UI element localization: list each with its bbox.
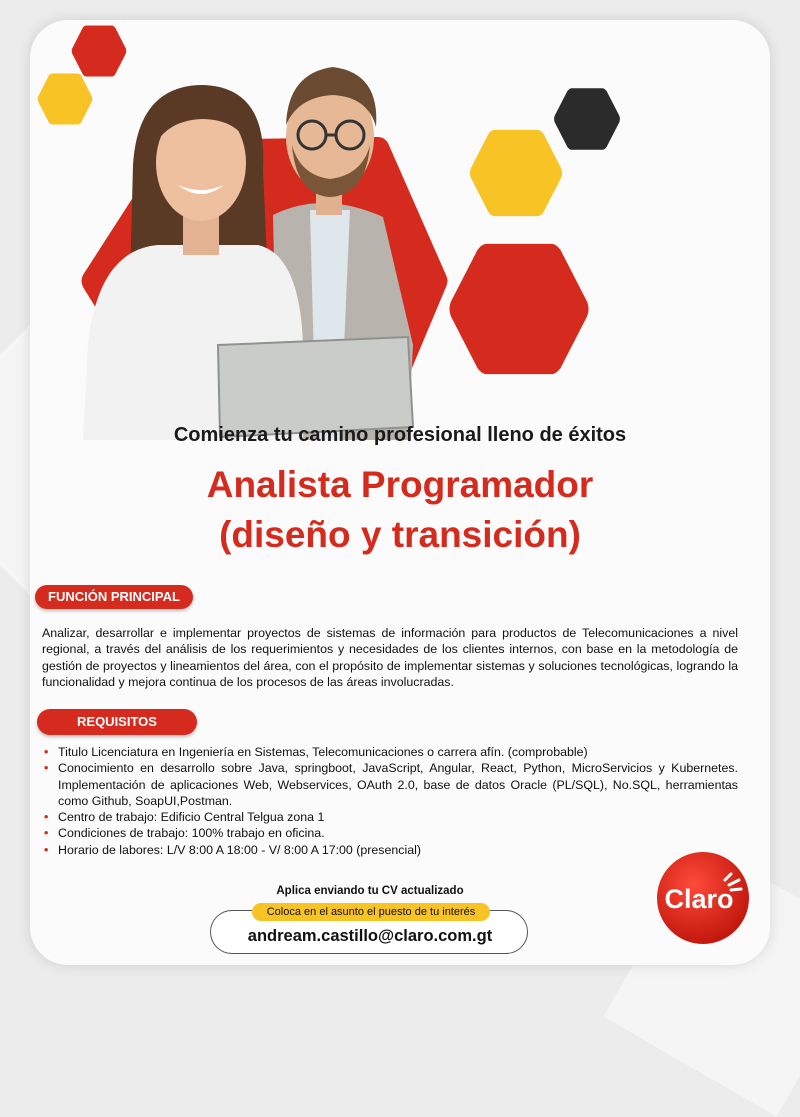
funcion-principal-text: Analizar, desarrollar e implementar proyectos de sistemas de información para productos de Telecomunicaciones a nivel regional, a través del análisis de los requerimientos y necesidades de los clientes internos, con base en la metodología de gestión de proyectos y lineamientos del área, con el propósito de implementar sistemas y soluciones tecnológicas, logrando la funcionalidad y mejora continua de los procesos de las áreas involucradas. — [42, 626, 738, 689]
requisitos-list — [42, 744, 738, 858]
red-hexagon-large — [440, 235, 598, 383]
hero-photo-people — [78, 45, 453, 450]
requisito-item: • Condiciones de trabajo: 100% trabajo en oficina. — [42, 825, 738, 841]
job-title-line-2: (diseño y transición) — [219, 514, 581, 555]
requisito-item: • Titulo Licenciatura en Ingeniería en Sistemas, Telecomunicaciones o carrera afín. (comprobable) — [42, 744, 738, 760]
job-title — [30, 460, 770, 560]
subject-hint-badge: Coloca en el asunto el puesto de tu interés — [252, 903, 490, 921]
requisito-item: • Conocimiento en desarrollo sobre Java, springboot, JavaScript, Angular, React, Python, MicroServicios y Kubernetes. Implementación de aplicaciones Web, Webservices, OAuth 2.0, base de datos Oracle (PL/SQL), No.SQL, herramientas como Github, SoapUI,Postman. — [42, 760, 738, 809]
funcion-principal-badge: FUNCIÓN PRINCIPAL — [35, 585, 193, 609]
yellow-hexagon-large — [462, 124, 570, 222]
claro-logo-icon — [655, 850, 751, 946]
contact-email[interactable]: andream.castillo@claro.com.gt — [247, 927, 493, 945]
job-posting-card — [30, 20, 770, 965]
requisitos-badge: REQUISITOS — [37, 709, 197, 735]
apply-instructions: Aplica enviando tu CV actualizado — [276, 885, 464, 897]
claro-logo-wordmark: Claro — [664, 884, 734, 914]
tagline: Comienza tu camino profesional lleno de éxitos — [173, 424, 627, 446]
requisito-item: • Centro de trabajo: Edificio Central Telgua zona 1 — [42, 809, 738, 825]
requisito-item: • Horario de labores: L/V 8:00 A 18:00 - V/ 8:00 A 17:00 (presencial) — [42, 842, 738, 858]
job-title-line-1: Analista Programador — [206, 464, 594, 505]
